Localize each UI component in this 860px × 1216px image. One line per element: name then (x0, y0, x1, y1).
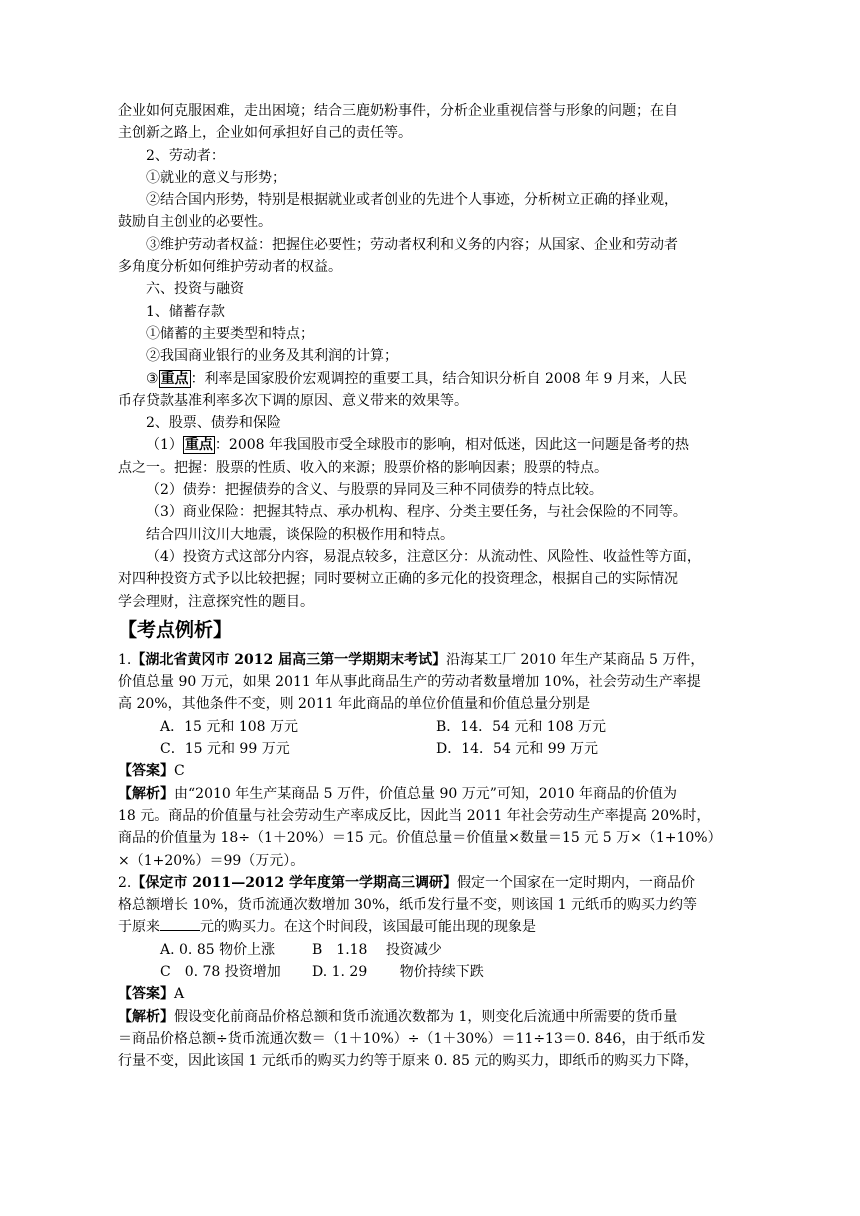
analysis-label: 【解析】 (118, 785, 174, 802)
question-number: 2. (118, 874, 132, 891)
option-c: C．15 元和 99 万元 (160, 741, 290, 758)
stocks-item-2: （2）债券：把握债券的含义、与股票的异同及三种不同债券的特点比较。 (146, 482, 603, 499)
text-line: 主创新之路上，企业如何承担好自己的责任等。 (118, 125, 412, 142)
savings-item-2: ②我国商业银行的业务及其利润的计算； (146, 348, 398, 365)
question-1-answer (118, 760, 744, 782)
savings-item-3 (118, 368, 744, 390)
labor-item-3-cont: 多角度分析如何维护劳动者的权益。 (118, 259, 342, 276)
labor-item-1: ①就业的意义与形势； (146, 169, 286, 186)
question-source: 【保定市 2011—2012 学年度第一学期高三调研】 (131, 874, 458, 891)
savings-item-3-prefix: ③ (146, 370, 159, 387)
question-number: 1. (118, 651, 132, 668)
question-stem-text: 沿海某工厂 2010 年生产某商品 5 万件， (446, 651, 705, 668)
option-d: D. 1. 29 物价持续下跌 (312, 963, 484, 980)
option-a: A．15 元和 108 万元 (160, 718, 298, 735)
savings-title: 1、储蓄存款 (146, 303, 225, 320)
stocks-item-4: （4）投资方式这部分内容，易混点较多，注意区分：从流动性、风险性、收益性等方面， (146, 548, 701, 565)
analysis-label: 【解析】 (118, 1008, 174, 1025)
stocks-item-1 (118, 434, 744, 456)
question-1-analysis-cont: ×（1+20%）＝99（万元）。 (118, 852, 305, 869)
key-point-label: 重点 (160, 370, 189, 387)
section-six-title: 六、投资与融资 (146, 281, 244, 298)
question-2-options-row (118, 939, 744, 961)
stocks-item-1-prefix: （1） (146, 437, 183, 454)
labor-item-2: ②结合国内形势，特别是根据就业或者创业的先进个人事迹，分析树立正确的择业观， (146, 192, 678, 209)
labor-item-3: ③维护劳动者权益：把握住必要性；劳动者权利和义务的内容；从国家、企业和劳动者 (146, 236, 678, 253)
stocks-item-4-cont: 学会理财，注意探究性的题目。 (118, 593, 314, 610)
document-page (118, 100, 744, 1072)
question-2-analysis-cont: 行量不变，因此该国 1 元纸币的购买力约等于原来 0. 85 元的购买力，即纸币的购买力下降， (118, 1053, 699, 1070)
analysis-text: 由“2010 年生产某商品 5 万件，价值总量 90 万元”可知，2010 年商品的价值为 (174, 785, 677, 802)
text-line: 企业如何克服困难，走出困境；结合三鹿奶粉事件，分析企业重视信誉与形象的问题；在自 (118, 103, 678, 119)
stocks-item-3: （3）商业保险：把握其特点、承办机构、程序、分类主要任务，与社会保险的不同等。 (146, 504, 687, 521)
question-1-stem (118, 649, 744, 671)
stocks-item-4-cont: 对四种投资方式予以比较把握；同时要树立正确的多元化的投资理念，根据自己的实际情况 (118, 571, 678, 588)
question-1-analysis-cont: 商品的价值量为 18÷（1＋20%）＝15 元。价值总量＝价值量×数量＝15 元 5 万×（1+10%） (118, 830, 722, 847)
savings-item-3-text: ：利率是国家股价宏观调控的重要工具，结合知识分析自 2008 年 9 月来，人民 (190, 370, 687, 387)
stocks-item-3-cont: 结合四川汶川大地震，谈保险的积极作用和特点。 (146, 526, 454, 543)
question-2-options-row (118, 961, 744, 983)
question-2-stem-cont (118, 916, 744, 938)
option-c: C 0. 78 投资增加 (160, 963, 281, 980)
question-2-analysis (118, 1006, 744, 1028)
labor-item-2-cont: 鼓励自主创业的必要性。 (118, 214, 272, 231)
labor-title: 2、劳动者： (146, 147, 225, 164)
question-1-analysis-cont: 18 元。商品的价值量与社会劳动生产率成反比，因此当 2011 年社会劳动生产率提高 20%时， (118, 807, 711, 824)
examples-heading: 【考点例析】 (118, 618, 233, 641)
question-1-options-row (118, 738, 744, 760)
question-2-stem-cont: 格总额增长 10%，货币流通次数增加 30%，纸币发行量不变，则该国 1 元纸币的购买力约等 (118, 897, 697, 914)
question-2-answer (118, 983, 744, 1005)
answer-label: 【答案】 (118, 763, 174, 780)
stocks-item-1-text: ：2008 年我国股市受全球股市的影响，相对低迷，因此这一问题是备考的热 (214, 437, 689, 454)
question-1-options-row (118, 716, 744, 738)
savings-item-3-cont: 币存贷款基准利率多次下调的原因、意义带来的效果等。 (118, 392, 468, 409)
option-d: D．14．54 元和 99 万元 (436, 741, 599, 758)
analysis-text: 假设变化前商品价格总额和货币流通次数都为 1，则变化后流通中所需要的货币量 (174, 1008, 678, 1025)
answer-value: A (174, 986, 185, 1003)
question-2-stem (118, 872, 744, 894)
question-1-stem-cont: 高 20%，其他条件不变，则 2011 年此商品的单位价值量和价值总量分别是 (118, 696, 591, 713)
option-b: B．14．54 元和 108 万元 (436, 718, 606, 735)
question-source: 【湖北省黄冈市 2012 届高三第一学期期末考试】 (131, 651, 447, 668)
answer-blank (160, 916, 200, 931)
savings-item-1: ①储蓄的主要类型和特点； (146, 325, 314, 342)
question-1-stem-cont: 价值总量 90 万元，如果 2011 年从事此商品生产的劳动者数量增加 10%，社会劳动生产率提 (118, 674, 701, 691)
stocks-item-1-cont: 点之一。把握：股票的性质、收入的来源；股票价格的影响因素；股票的特点。 (118, 459, 608, 476)
question-1-analysis (118, 783, 744, 805)
option-a: A. 0. 85 物价上涨 (160, 941, 276, 958)
option-b: B 1.18 投资减少 (312, 941, 442, 958)
answer-label: 【答案】 (118, 986, 174, 1003)
answer-value: C (174, 763, 185, 780)
question-stem-text: 假定一个国家在一定时期内，一商品价 (457, 874, 696, 891)
question-2-analysis-cont: ＝商品价格总额÷货币流通次数＝（1＋10%）÷（1＋30%）＝11÷13＝0. 846，由于纸币发 (118, 1030, 706, 1047)
key-point-label: 重点 (184, 437, 213, 454)
question-stem-text: 于原来 (118, 919, 160, 936)
question-stem-text: 元的购买力。在这个时间段，该国最可能出现的现象是 (200, 919, 536, 936)
stocks-title: 2、股票、债券和保险 (146, 415, 281, 432)
